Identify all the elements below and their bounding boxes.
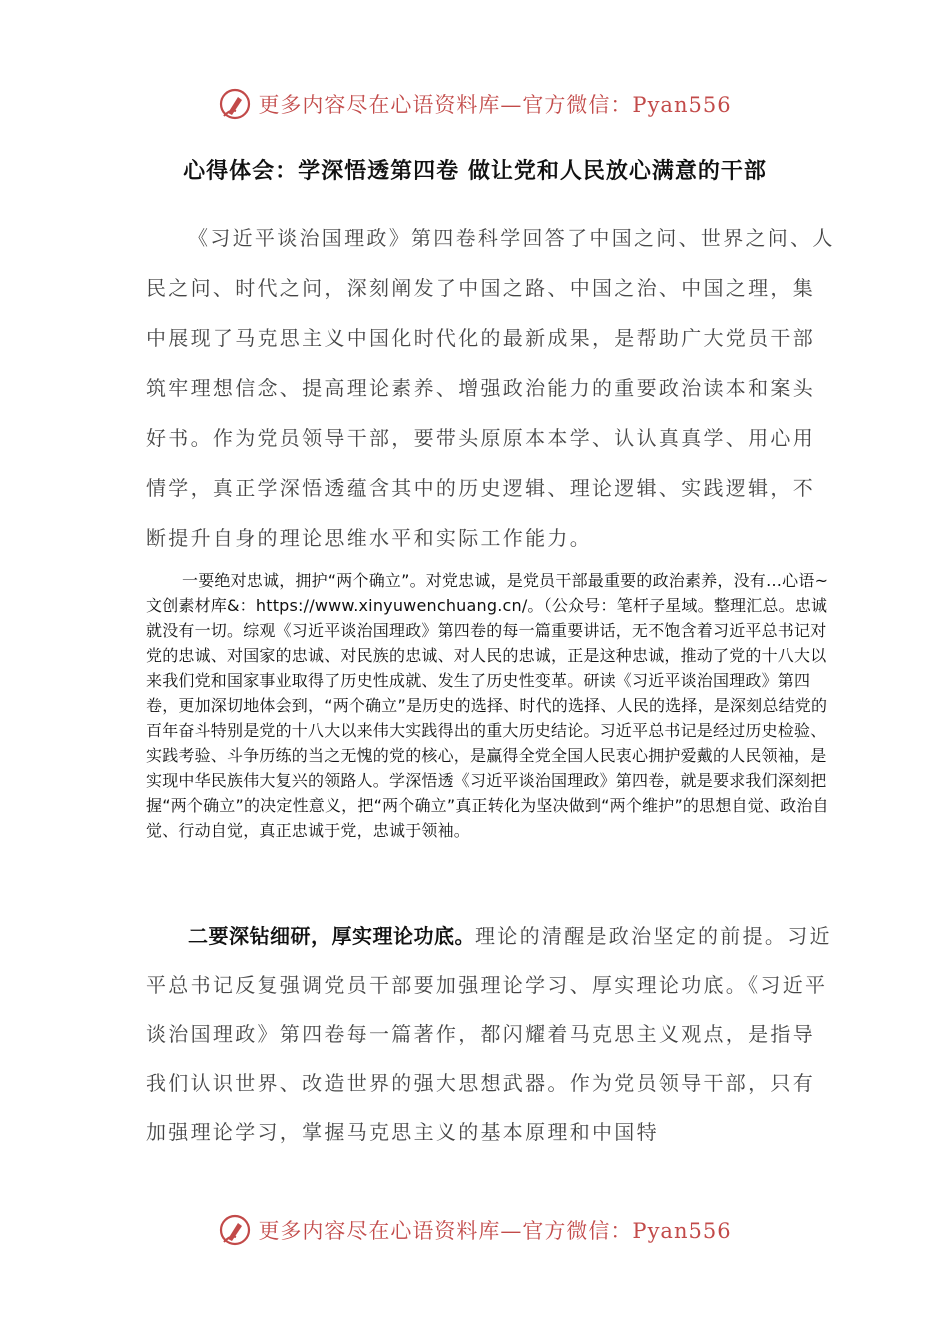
- paragraph-theory-body: 理论的清醒是政治坚定的前提。习近平总书记反复强调党员干部要加强理论学习、厚实理论功底。《习近平谈治国理政》第四卷每一篇著作，都闪耀着马克思主义观点，是指导我们认识世界、改造世界的强大思想武器。作为党员领导干部，只有加强理论学习，掌握马克思主义的基本原理和中国特: [146, 924, 832, 1144]
- paragraph-intro: [146, 213, 836, 563]
- paragraph-loyalty: [146, 568, 836, 843]
- paragraph-loyalty-text: 一要绝对忠诚，拥护“两个确立”。对党忠诚，是党员干部最重要的政治素养，没有…心语~文创素材库&：https://www.xinyuwenchuang.cn/。（公众号：笔杆子星域。整理汇总。忠诚就没有一切。综观《习近平谈治国理政》第四卷的每一篇重要讲话，无不饱含着习近平总书记对党的忠诚、对国家的忠诚、对民族的忠诚、对人民的忠诚，正是这种忠诚，推动了党的十八大以来我们党和国家事业取得了历史性成就、发生了历史性变革。研读《习近平谈治国理政》第四卷，更加深切地体会到，“两个确立”是历史的选择、时代的选择、人民的选择，是深刻总结党的百年奋斗特别是党的十八大以来伟大实践得出的重大历史结论。习近平总书记是经过历史检验、实践考验、斗争历练的当之无愧的党的核心，是赢得全党全国人民衷心拥护爱戴的人民领袖，是实现中华民族伟大复兴的领路人。学深悟透《习近平谈治国理政》第四卷，就是要求我们深刻把握“两个确立”的决定性意义，把“两个确立”真正转化为坚决做到“两个维护”的思想自觉、政治自觉、行动自觉，真正忠诚于党，忠诚于领袖。: [146, 571, 829, 840]
- pen-nib-logo-icon: [218, 1213, 252, 1247]
- page-title: 心得体会：学深悟透第四卷 做让党和人民放心满意的干部: [183, 159, 767, 184]
- header-banner-text: 更多内容尽在心语资料库—官方微信：Pyan556: [258, 93, 732, 117]
- paragraph-theory: [146, 912, 836, 1157]
- paragraph-theory-text: [146, 912, 836, 1157]
- pen-nib-logo-icon: [218, 87, 252, 121]
- paragraph-theory-lead: 二要深钻细研，厚实理论功底。: [188, 924, 475, 948]
- footer-banner-text: 更多内容尽在心语资料库—官方微信：Pyan556: [258, 1219, 732, 1243]
- header-banner: [0, 86, 950, 122]
- footer-banner: [0, 1212, 950, 1248]
- paragraph-intro-text: 《习近平谈治国理政》第四卷科学回答了中国之问、世界之问、人民之问、时代之问，深刻阐发了中国之路、中国之治、中国之理，集中展现了马克思主义中国化时代化的最新成果，是帮助广大党员干部筑牢理想信念、提高理论素养、增强政治能力的重要政治读本和案头好书。作为党员领导干部，要带头原原本本学、认认真真学、用心用情学，真正学深悟透蕴含其中的历史逻辑、理论逻辑、实践逻辑，不断提升自身的理论思维水平和实际工作能力。: [146, 226, 835, 550]
